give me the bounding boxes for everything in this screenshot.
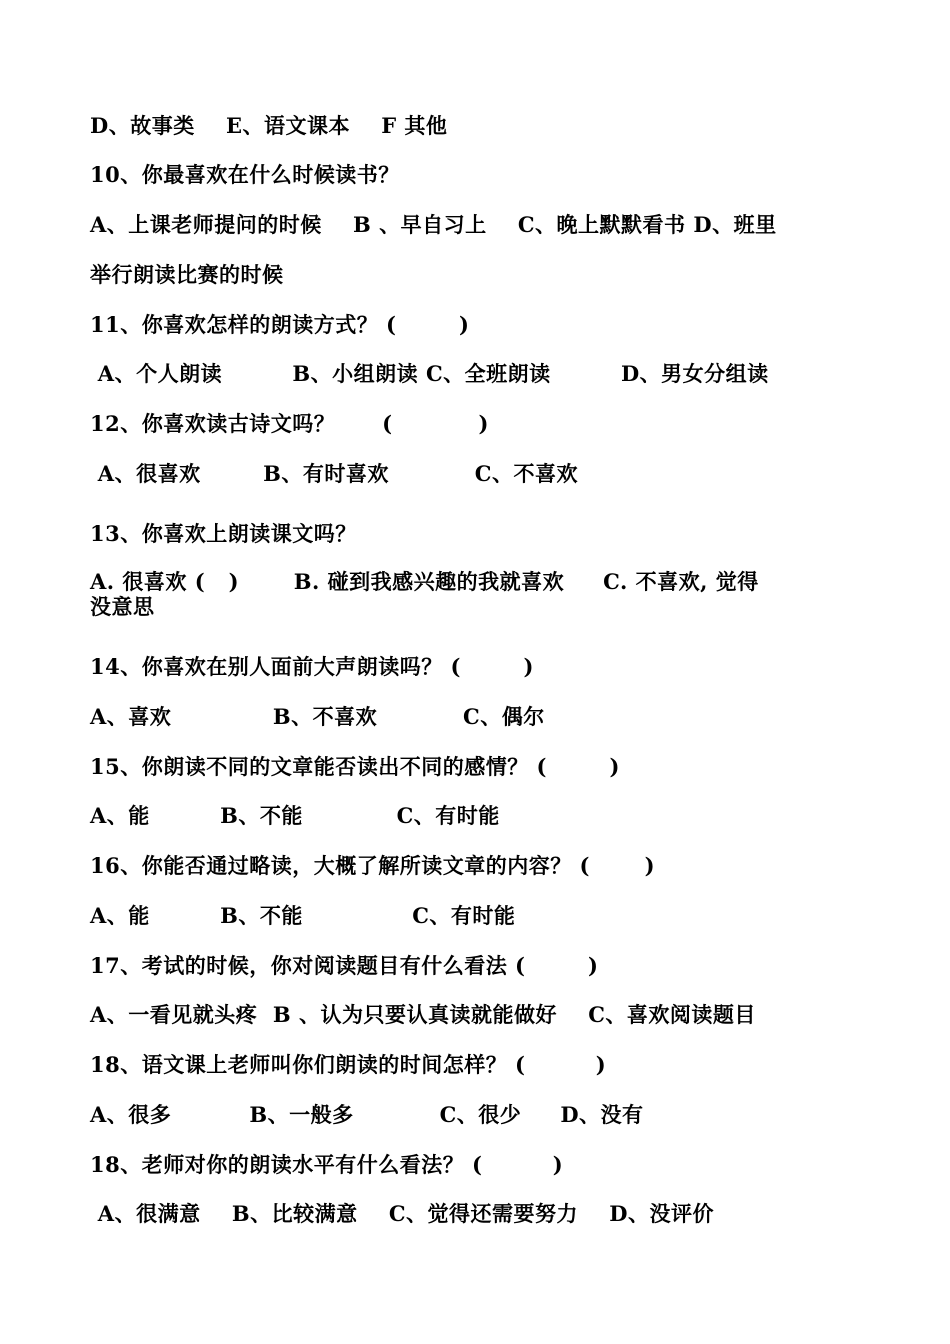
q10-question: 10、你最喜欢在什么时候读书？ (90, 162, 400, 187)
q10-options-line2: 举行朗读比赛的时候 (90, 262, 284, 287)
q13-options-line1: A. 很喜欢 ( ) B. 碰到我感兴趣的我就喜欢 C. 不喜欢, 觉得 (90, 569, 759, 594)
q15-question: 15、你朗读不同的文章能否读出不同的感情？ ( ) (90, 754, 620, 779)
q11-options: A、个人朗读 B、小组朗读 C、全班朗读 D、男女分组读 (90, 361, 769, 386)
q16-question: 16、你能否通过略读，大概了解所读文章的内容？ ( ) (90, 853, 656, 878)
q10-options-line1: A、上课老师提问的时候 B 、早自习上 C、晚上默默看书 D、班里 (90, 212, 777, 237)
q12-options: A、很喜欢 B、有时喜欢 C、不喜欢 (90, 461, 578, 486)
q18-question: 18、语文课上老师叫你们朗读的时间怎样？ ( ) (90, 1052, 607, 1077)
q17-options: A、一看见就头疼 B 、认为只要认真读就能做好 C、喜欢阅读题目 (90, 1002, 756, 1027)
q13-options-line2: 没意思 (90, 594, 155, 619)
q11-question: 11、你喜欢怎样的朗读方式？ ( ) (90, 312, 470, 337)
q13-question: 13、你喜欢上朗读课文吗？ (90, 521, 357, 546)
q18b-question: 18、老师对你的朗读水平有什么看法？ ( ) (90, 1152, 564, 1177)
q15-options: A、能 B、不能 C、有时能 (90, 803, 500, 828)
q16-options: A、能 B、不能 C、有时能 (90, 903, 516, 928)
q17-question: 17、考试的时候，你对阅读题目有什么看法 ( ) (90, 953, 599, 978)
q18-options: A、很多 B、一般多 C、很少 D、没有 (90, 1102, 644, 1127)
q9-options-line2: D、故事类 E、语文课本 F 其他 (90, 113, 448, 138)
q12-question: 12、你喜欢读古诗文吗？ ( ) (90, 411, 489, 436)
q18b-options: A、很满意 B、比较满意 C、觉得还需要努力 D、没评价 (90, 1201, 715, 1226)
q14-options: A、喜欢 B、不喜欢 C、偶尔 (90, 704, 545, 729)
q14-question: 14、你喜欢在别人面前大声朗读吗？ ( ) (90, 654, 534, 679)
